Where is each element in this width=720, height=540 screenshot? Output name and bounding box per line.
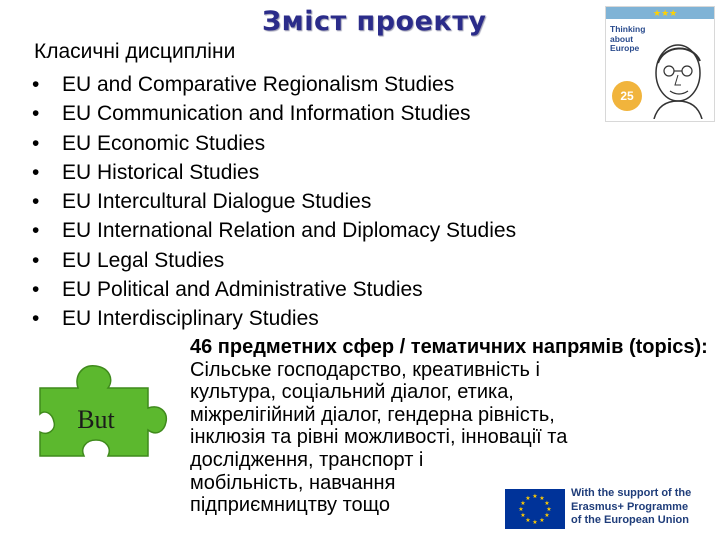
svg-text:★: ★ [520, 500, 526, 507]
bullet: • [32, 307, 40, 331]
svg-text:★: ★ [525, 517, 531, 524]
eu-stars-circle-icon [505, 489, 565, 529]
list-item [30, 304, 516, 333]
bullet: • [32, 278, 40, 302]
discipline-label: EU Intercultural Dialogue Studies [62, 190, 372, 214]
list-item [30, 99, 516, 128]
bullet: • [32, 219, 40, 243]
puzzle-piece-image [30, 360, 170, 465]
bullet: • [32, 73, 40, 96]
topics-heading: 46 предметних сфер / тематичних напрямів (topics): [190, 336, 708, 358]
discipline-label: EU International Relation and Diplomacy Studies [62, 219, 517, 243]
topics-line: підприємництву тощо [190, 494, 391, 517]
puzzle-piece-icon [30, 360, 170, 465]
discipline-label: EU Communication and Information Studies [62, 102, 471, 126]
topics-line: дослідження, транспорт і [190, 448, 424, 471]
list-item [30, 158, 516, 187]
svg-text:★: ★ [544, 500, 550, 507]
svg-text:★: ★ [544, 512, 550, 519]
topics-line: мобільність, навчання [190, 471, 396, 494]
list-item [30, 246, 516, 275]
svg-text:★: ★ [546, 506, 552, 513]
topics-line: культура, соціальний діалог, етика, [190, 381, 514, 404]
list-item [30, 70, 516, 99]
discipline-label: EU Historical Studies [62, 160, 260, 184]
topics-line: Сільське господарство, креативність і [190, 358, 540, 381]
erasmus-logo [505, 487, 710, 531]
bullet: • [32, 190, 40, 214]
discipline-label: EU Economic Studies [62, 131, 266, 155]
svg-text:★: ★ [532, 519, 538, 526]
discipline-label: EU Interdisciplinary Studies [62, 307, 319, 331]
svg-text:★: ★ [525, 495, 531, 502]
bullet: • [32, 102, 40, 126]
svg-text:★: ★ [539, 495, 545, 502]
list-item [30, 129, 516, 158]
svg-text:★: ★ [520, 512, 526, 519]
eu-flag-icon [505, 489, 565, 529]
slide-title: Зміст проекту [262, 6, 487, 37]
bullet: • [32, 131, 40, 155]
discipline-label: EU Political and Administrative Studies [62, 278, 423, 302]
discipline-label: EU Legal Studies [62, 248, 225, 272]
eu-stars-icon: ★★★ [653, 8, 678, 18]
svg-text:★: ★ [532, 493, 538, 500]
list-item [30, 187, 516, 216]
cover-title: Thinking about Europe [610, 24, 646, 53]
svg-text:★: ★ [518, 506, 524, 513]
anniversary-badge: 25 [612, 81, 642, 111]
disciplines-subheading: Класичні дисципліни [34, 40, 236, 63]
list-item [30, 216, 516, 245]
puzzle-word: But [77, 405, 115, 434]
discipline-label: EU and Comparative Regionalism Studies [62, 73, 455, 96]
disciplines-list [30, 70, 516, 334]
book-cover-image [605, 6, 715, 122]
topics-line: міжрелігійний діалог, гендерна рівність, [190, 403, 555, 426]
topics-line: інклюзія та рівні можливості, інновації та [190, 426, 568, 449]
bullet: • [32, 160, 40, 184]
svg-text:★: ★ [539, 517, 545, 524]
bullet: • [32, 248, 40, 272]
list-item [30, 275, 516, 304]
erasmus-support-text: With the support of the Erasmus+ Programme of the European Union [571, 487, 692, 526]
portrait-sketch-icon [644, 37, 712, 119]
